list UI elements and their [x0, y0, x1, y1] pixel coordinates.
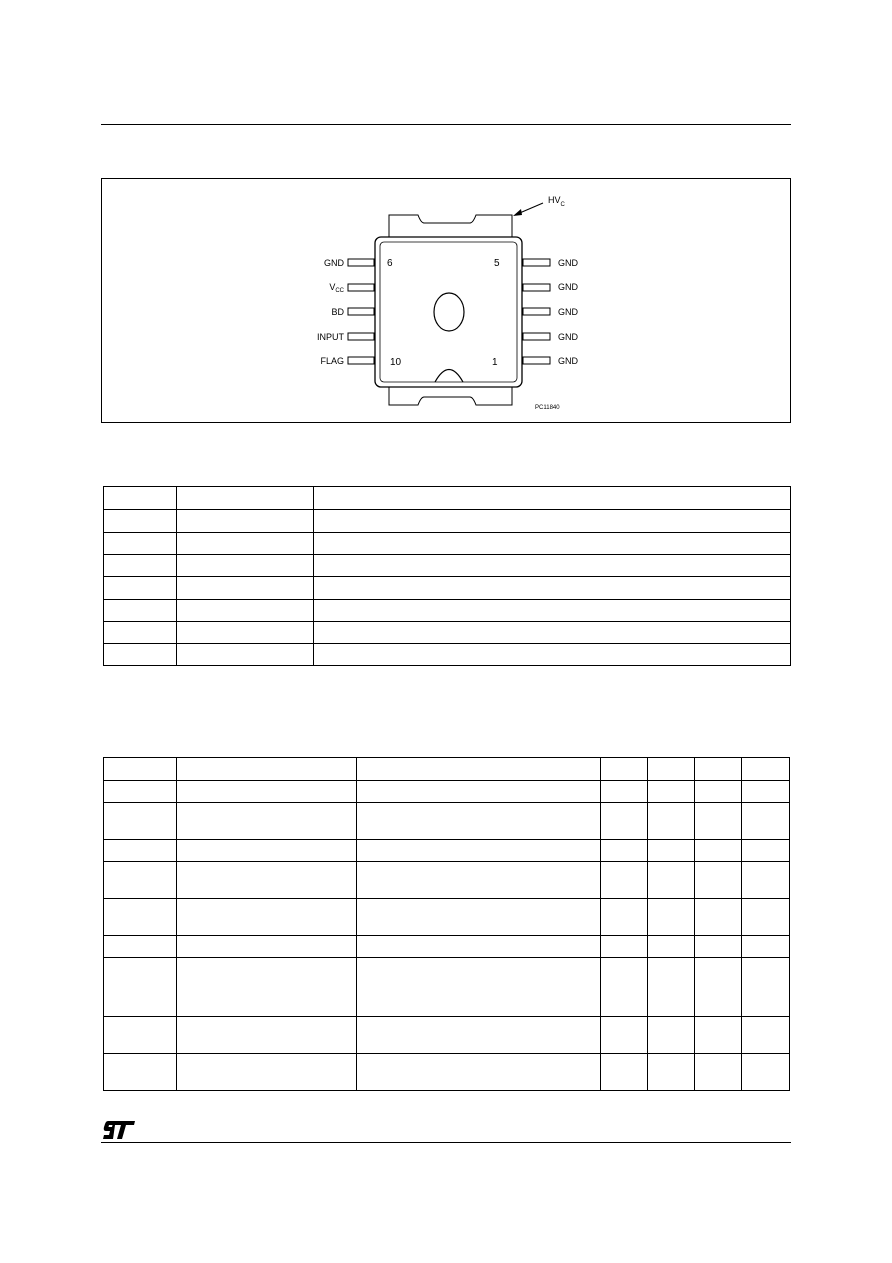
left-pin-label: FLAG: [320, 356, 344, 366]
table-row: [104, 803, 790, 840]
absolute-ratings-table: [103, 757, 790, 1091]
right-pin-label: GND: [558, 258, 578, 268]
pin-number-top-right: 5: [494, 258, 500, 269]
st-logo: [101, 1118, 137, 1142]
pin-description-table: [103, 486, 791, 666]
table-row: [104, 899, 790, 936]
top-heatsink-tab: [389, 215, 512, 237]
table-row: [104, 577, 791, 600]
table-row: [104, 555, 791, 577]
table-row: [104, 600, 791, 622]
table-row: [104, 958, 790, 1017]
heatsink-label: $HV_C$: [548, 195, 565, 208]
right-pin-label: GND: [558, 332, 578, 342]
table-row: [104, 487, 791, 510]
right-pin-leads: [523, 259, 550, 364]
table-row: [104, 862, 790, 899]
table-row: [104, 510, 791, 533]
package-pinout-diagram: [102, 179, 790, 422]
table-row: [104, 622, 791, 644]
pin-number-top-left: 6: [387, 258, 393, 269]
header-rule: [101, 124, 791, 125]
figure-code: PC11840: [535, 405, 560, 411]
table-row: [104, 1017, 790, 1054]
table-row: [104, 840, 790, 862]
table-row: [104, 1054, 790, 1091]
table-row: [104, 936, 790, 958]
table-row: [104, 644, 791, 666]
table-row: [104, 533, 791, 555]
table-row: [104, 758, 790, 781]
right-pin-label: GND: [558, 282, 578, 292]
left-pin-label: BD: [331, 307, 344, 317]
table-row: [104, 781, 790, 803]
left-pin-label: GND: [324, 258, 344, 268]
bottom-heatsink-tab: [389, 387, 512, 405]
pin-number-bottom-right: 1: [492, 357, 498, 368]
heatsink-pointer-arrowhead: [513, 209, 522, 216]
pin-connection-figure: [101, 178, 791, 423]
left-pin-label: $V_{CC}$: [329, 282, 344, 294]
left-pin-leads: [348, 259, 374, 364]
right-pin-label: GND: [558, 356, 578, 366]
left-pin-label: INPUT: [317, 332, 344, 342]
pin-number-bottom-left: 10: [390, 357, 402, 368]
right-pin-label: GND: [558, 307, 578, 317]
footer-rule: [101, 1142, 791, 1143]
